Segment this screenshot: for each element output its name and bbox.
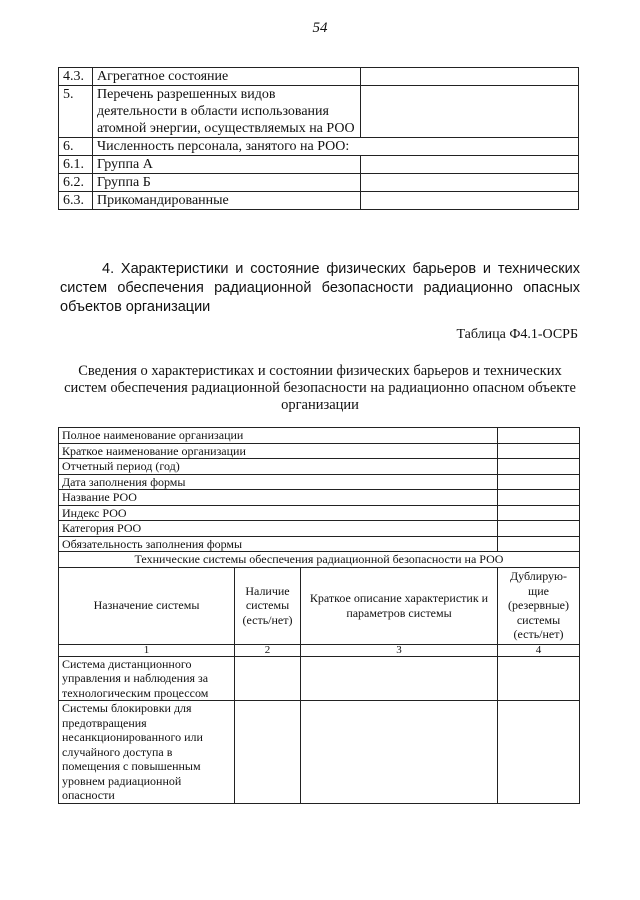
column-number: 2 xyxy=(235,644,301,656)
table-row xyxy=(59,68,579,86)
column-header: Наличие системы (есть/нет) xyxy=(235,567,301,644)
row-number: 6.3. xyxy=(59,192,93,210)
info-label: Краткое наименование организации xyxy=(59,443,498,459)
row-label: Численность персонала, занятого на РОО: xyxy=(93,138,579,156)
value-cell xyxy=(301,656,498,701)
header-row xyxy=(59,567,580,644)
value-cell xyxy=(498,428,580,444)
info-label: Название РОО xyxy=(59,490,498,506)
systems-title-row xyxy=(59,552,580,568)
column-header: Краткое описание характеристик и параметров системы xyxy=(301,567,498,644)
column-number: 1 xyxy=(59,644,235,656)
row-label: Агрегатное состояние xyxy=(93,68,361,86)
info-label: Отчетный период (год) xyxy=(59,459,498,475)
value-cell xyxy=(498,490,580,506)
row-number: 6.2. xyxy=(59,174,93,192)
row-number: 4.3. xyxy=(59,68,93,86)
column-header: Назначение системы xyxy=(59,567,235,644)
row-label: Группа Б xyxy=(93,174,361,192)
value-cell xyxy=(361,86,579,138)
table-row xyxy=(59,701,580,804)
row-label: Перечень разрешенных видов деятельности в области использования атомной энергии, осуществляемых на РОО xyxy=(93,86,361,138)
system-name: Система дистанционного управления и наблюдения за технологическим процессом xyxy=(59,656,235,701)
column-number-row xyxy=(59,644,580,656)
info-row xyxy=(59,428,580,444)
info-row xyxy=(59,474,580,490)
personnel-table xyxy=(58,67,579,210)
info-label: Индекс РОО xyxy=(59,505,498,521)
systems-title: Технические системы обеспечения радиационной безопасности на РОО xyxy=(59,552,580,568)
table-row xyxy=(59,156,579,174)
table-row xyxy=(59,656,580,701)
column-header: Дублирую-щие (резервные) системы (есть/нет) xyxy=(498,567,580,644)
info-row xyxy=(59,443,580,459)
info-label: Дата заполнения формы xyxy=(59,474,498,490)
table-label: Таблица Ф4.1-ОСРБ xyxy=(456,327,578,342)
system-name: Системы блокировки для предотвращения несанкционированного или случайного доступа в помещения с повышенным уровнем радиационной опасности xyxy=(59,701,235,804)
value-cell xyxy=(498,505,580,521)
value-cell xyxy=(498,701,580,804)
value-cell xyxy=(361,68,579,86)
value-cell xyxy=(361,156,579,174)
value-cell xyxy=(361,174,579,192)
table-row xyxy=(59,192,579,210)
row-number: 6.1. xyxy=(59,156,93,174)
page-number: 54 xyxy=(312,20,328,36)
value-cell xyxy=(498,536,580,552)
row-label: Прикомандированные xyxy=(93,192,361,210)
info-label: Категория РОО xyxy=(59,521,498,537)
value-cell xyxy=(498,521,580,537)
value-cell xyxy=(301,701,498,804)
row-label: Группа А xyxy=(93,156,361,174)
table-row xyxy=(59,174,579,192)
table-row xyxy=(59,138,579,156)
column-number: 3 xyxy=(301,644,498,656)
info-row xyxy=(59,490,580,506)
table-row xyxy=(59,86,579,138)
column-number: 4 xyxy=(498,644,580,656)
info-row xyxy=(59,505,580,521)
value-cell xyxy=(361,192,579,210)
value-cell xyxy=(235,701,301,804)
info-label: Полное наименование организации xyxy=(59,428,498,444)
row-number: 5. xyxy=(59,86,93,138)
info-row xyxy=(59,521,580,537)
value-cell xyxy=(498,474,580,490)
info-label: Обязательность заполнения формы xyxy=(59,536,498,552)
section-heading: 4. Характеристики и состояние физических барьеров и технических систем обеспечения радиационной безопасности радиационно опасных объектов организации xyxy=(60,261,580,315)
table-caption: Сведения о характеристиках и состоянии физических барьеров и технических систем обеспечения радиационной безопасности на радиационно опасном объекте организации xyxy=(64,363,576,413)
value-cell xyxy=(498,459,580,475)
info-row xyxy=(59,459,580,475)
info-row xyxy=(59,536,580,552)
value-cell xyxy=(498,443,580,459)
radiation-safety-systems-table xyxy=(58,427,580,804)
value-cell xyxy=(235,656,301,701)
value-cell xyxy=(498,656,580,701)
row-number: 6. xyxy=(59,138,93,156)
